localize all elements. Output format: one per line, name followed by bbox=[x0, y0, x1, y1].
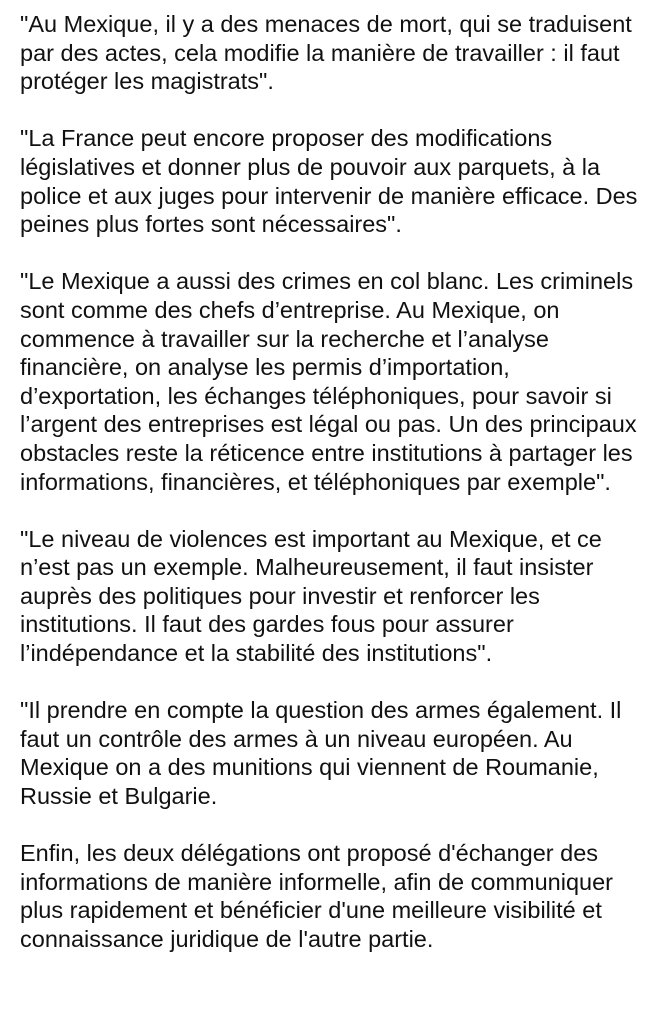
paragraph-2: "La France peut encore proposer des modifications législatives et donner plus de pouvoir aux parquets, à la police et aux juges pour intervenir de manière efficace. Des peines plus fortes sont nécessaires". bbox=[20, 125, 638, 238]
paragraph-5: "Il prendre en compte la question des armes également. Il faut un contrôle des armes à un niveau européen. Au Mexique on a des munitions qui viennent de Roumanie, Russie et Bulgarie. bbox=[20, 697, 622, 810]
paragraph-4: "Le niveau de violences est important au Mexique, et ce n’est pas un exemple. Malheureusement, il faut insister auprès des politiques pour investir et renforcer les institutions. Il faut des gardes fous pour assurer l’indépendance et la stabilité des institutions". bbox=[20, 525, 602, 667]
paragraph-6: Enfin, les deux délégations ont proposé d'échanger des informations de manière informelle, afin de communiquer plus rapidement et bénéficier d'une meilleure visibilité et connaissance juridique de l'autre partie. bbox=[20, 840, 614, 952]
paragraph-1: "Au Mexique, il y a des menaces de mort, qui se traduisent par des actes, cela modifie la manière de travailler : il faut protéger les magistrats". bbox=[20, 11, 632, 95]
paragraph-3: "Le Mexique a aussi des crimes en col blanc. Les criminels sont comme des chefs d’entreprise. Au Mexique, on commence à travailler sur la recherche et l’analyse financière, on analyse les permis d’importation, d’exportation, les échanges téléphoniques, pour savoir si l’argent des entreprises est légal ou pas. Un des principaux obstacles reste la réticence entre institutions à partager les informations, financières, et téléphoniques par exemple". bbox=[20, 268, 637, 495]
